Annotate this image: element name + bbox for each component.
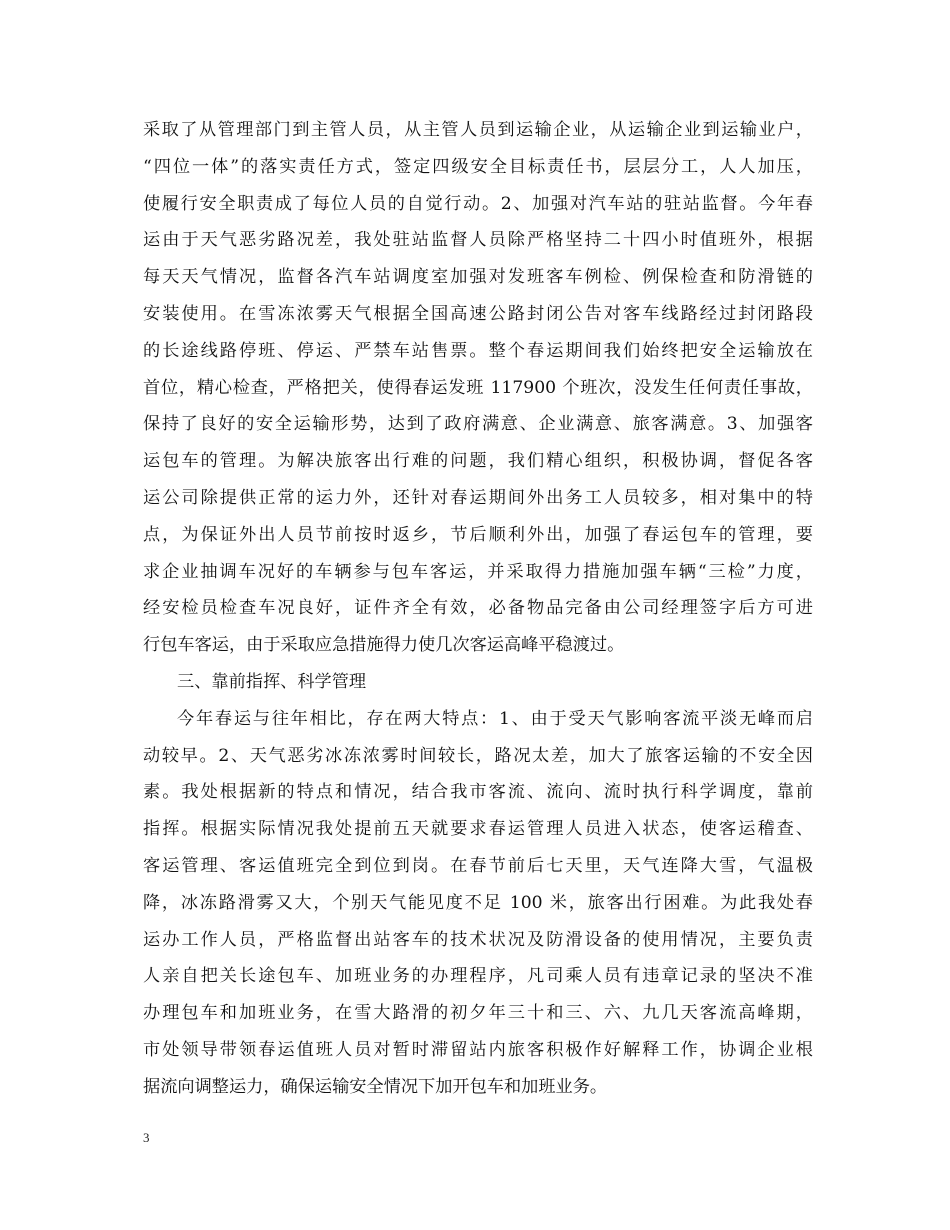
text-line-20: 指挥。根据实际情况我处提前五天就要求春运管理人员进入状态，使客运稽查、 (143, 819, 813, 840)
text-line-25: 办理包车和加班业务，在雪大路滑的初夕年三十和三、六、九几天客流高峰期， (143, 1003, 813, 1024)
section-heading: 三、靠前指挥、科学管理 (177, 671, 367, 692)
text-line-12: 点，为保证外出人员节前按时返乡，节后顺利外出，加强了春运包车的管理，要 (143, 524, 813, 545)
text-line-14: 经安检员检查车况良好，证件齐全有效，必备物品完备由公司经理签字后方可进 (143, 598, 813, 619)
text-line-11: 运公司除提供正常的运力外，还针对春运期间外出务工人员较多，相对集中的特 (143, 487, 813, 508)
text-line-5: 每天天气情况，监督各汽车站调度室加强对发班客车例检、例保检查和防滑链的 (143, 267, 813, 288)
text-line-18: 动较早。2、天气恶劣冰冻浓雾时间较长，路况太差，加大了旅客运输的不安全因 (143, 745, 813, 766)
text-line-19: 素。我处根据新的特点和情况，结合我市客流、流向、流时执行科学调度，靠前 (143, 782, 813, 803)
page-number: 3 (143, 1130, 150, 1145)
text-line-3: 使履行安全职责成了每位人员的自觉行动。2、加强对汽车站的驻站监督。今年春 (143, 193, 813, 214)
text-line-23: 运办工作人员，严格监督出站客车的技术状况及防滑设备的使用情况，主要负责 (143, 929, 813, 950)
text-line-2: “四位一体”的落实责任方式，签定四级安全目标责任书，层层分工，人人加压， (143, 156, 813, 177)
document-body (143, 112, 813, 1106)
text-line-4: 运由于天气恶劣路况差，我处驻站监督人员除严格坚持二十四小时值班外，根据 (143, 230, 813, 251)
text-line-21: 客运管理、客运值班完全到位到岗。在春节前后七天里，天气连降大雪，气温极 (143, 855, 813, 876)
text-line-24: 人亲自把关长途包车、加班业务的办理程序，凡司乘人员有违章记录的坚决不准 (143, 966, 813, 987)
text-line-10: 运包车的管理。为解决旅客出行难的问题，我们精心组织，积极协调，督促各客 (143, 451, 813, 472)
text-line-26: 市处领导带领春运值班人员对暂时滞留站内旅客积极作好解释工作，协调企业根 (143, 1039, 813, 1060)
text-line-13: 求企业抽调车况好的车辆参与包车客运，并采取得力措施加强车辆“三检”力度， (143, 561, 813, 582)
text-line-15: 行包车客运，由于采取应急措施得力使几次客运高峰平稳渡过。 (143, 635, 625, 656)
text-line-9: 保持了良好的安全运输形势，达到了政府满意、企业满意、旅客满意。3、加强客 (143, 414, 813, 435)
text-line-27: 据流向调整运力，确保运输安全情况下加开包车和加班业务。 (143, 1076, 608, 1097)
text-line-6: 安装使用。在雪冻浓雾天气根据全国高速公路封闭公告对客车线路经过封闭路段 (143, 303, 813, 324)
text-line-17: 今年春运与往年相比，存在两大特点：1、由于受天气影响客流平淡无峰而启 (177, 708, 813, 729)
text-line-7: 的长途线路停班、停运、严禁车站售票。整个春运期间我们始终把安全运输放在 (143, 340, 813, 361)
text-line-8: 首位，精心检查，严格把关，使得春运发班 117900 个班次，没发生任何责任事故， (143, 377, 813, 398)
text-line-22: 降，冰冻路滑雾又大，个别天气能见度不足 100 米，旅客出行困难。为此我处春 (143, 892, 813, 913)
text-line-1: 采取了从管理部门到主管人员，从主管人员到运输企业，从运输企业到运输业户， (143, 120, 813, 140)
